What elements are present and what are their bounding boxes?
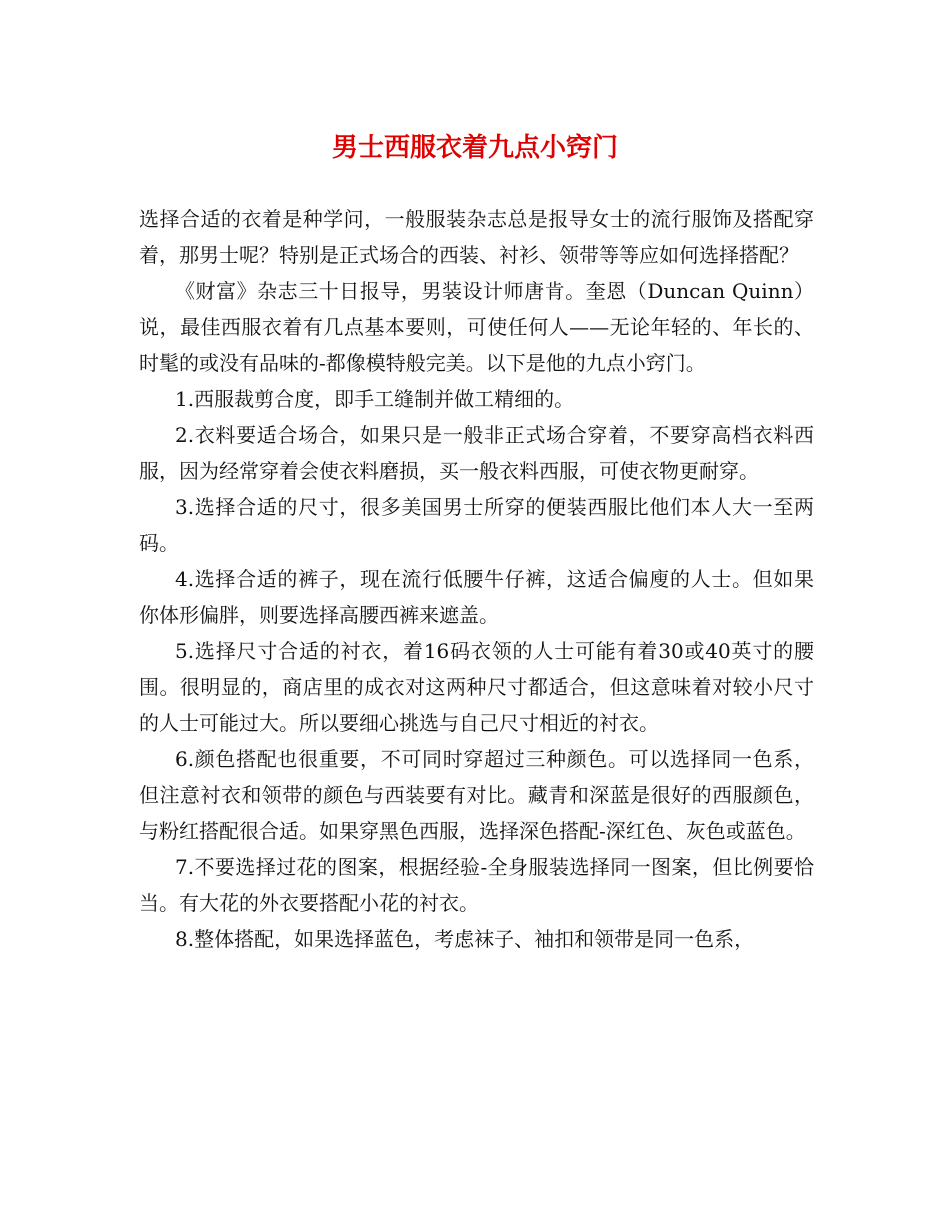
paragraph-intro: 选择合适的衣着是种学问，一般服装杂志总是报导女士的流行服饰及搭配穿着，那男士呢？特别是正式场合的西装、衬衫、领带等等应如何选择搭配？ xyxy=(139,207,814,267)
tip-6: 6.颜色搭配也很重要，不可同时穿超过三种颜色。可以选择同一色系，但注意衬衣和领带的颜色与西装要有对比。藏青和深蓝是很好的西服颜色，与粉红搭配很合适。如果穿黑色西服，选择深色搭配-深红色、灰色或蓝色。 xyxy=(139,747,814,843)
tip-1: 1.西服裁剪合度，即手工缝制并做工精细的。 xyxy=(175,387,575,411)
tip-7: 7.不要选择过花的图案，根据经验-全身服装选择同一图案，但比例要恰当。有大花的外衣要搭配小花的衬衣。 xyxy=(139,855,814,915)
document-title: 男士西服衣着九点小窍门 xyxy=(331,133,618,163)
tip-5: 5.选择尺寸合适的衬衣，着16码衣领的人士可能有着30或40英寸的腰围。很明显的，商店里的成衣对这两种尺寸都适合，但这意味着对较小尺寸的人士可能过大。所以要细心挑选与自己尺寸相近的衬衣。 xyxy=(139,639,814,735)
document-body xyxy=(139,201,814,957)
tip-3: 3.选择合适的尺寸，很多美国男士所穿的便装西服比他们本人大一至两码。 xyxy=(139,495,814,555)
paragraph-source: 《财富》杂志三十日报导，男装设计师唐肯。奎恩（Duncan Quinn）说，最佳西服衣着有几点基本要则，可使任何人——无论年轻的、年长的、时髦的或没有品味的-都像模特般完美。以下是他的九点小窍门。 xyxy=(139,279,814,375)
tip-2: 2.衣料要适合场合，如果只是一般非正式场合穿着，不要穿高档衣料西服，因为经常穿着会使衣料磨损，买一般衣料西服，可使衣物更耐穿。 xyxy=(139,423,814,483)
tip-4: 4.选择合适的裤子，现在流行低腰牛仔裤，这适合偏廋的人士。但如果你体形偏胖，则要选择高腰西裤来遮盖。 xyxy=(139,567,814,627)
tip-8: 8.整体搭配，如果选择蓝色，考虑袜子、袖扣和领带是同一色系， xyxy=(175,927,755,951)
